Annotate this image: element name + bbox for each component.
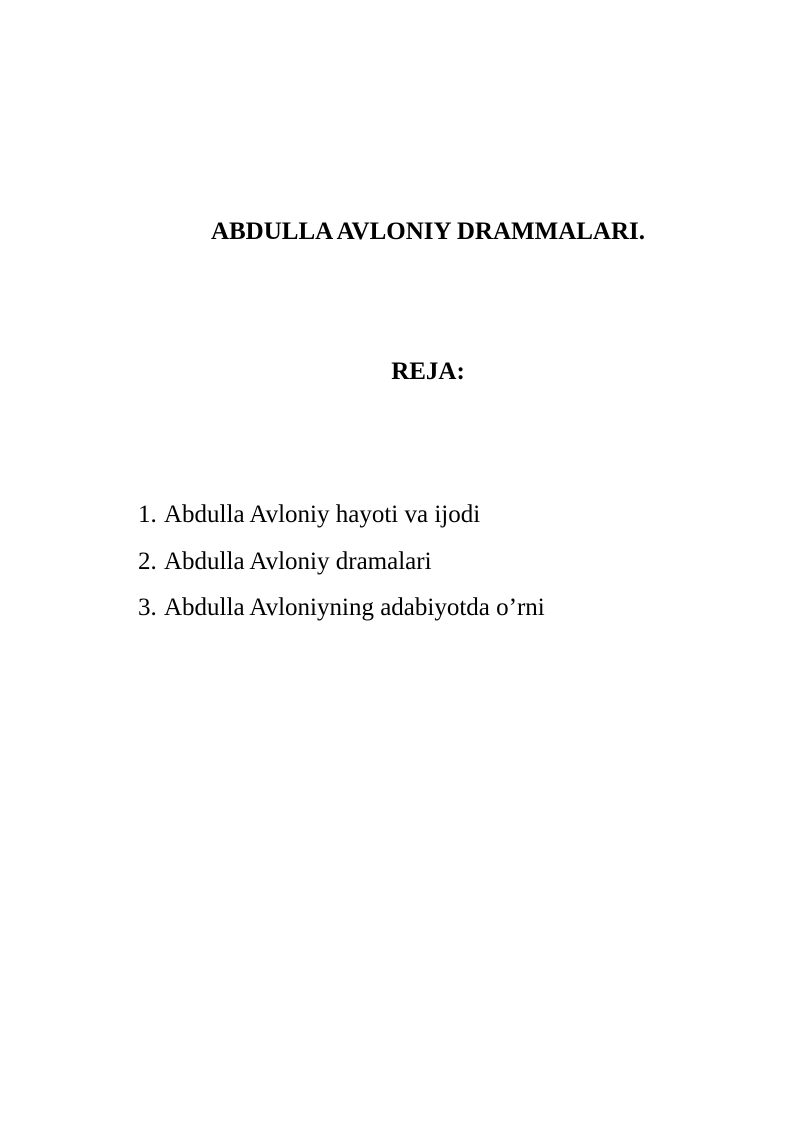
document-title: ABDULLA AVLONIY DRAMMALARI. [210,218,646,245]
plan-item-number: 3. [138,594,157,621]
plan-item-1 [138,492,545,539]
plan-item-3 [138,585,545,632]
plan-item-text: Abdulla Avloniy dramalari [164,547,432,575]
plan-heading: REJA: [391,358,465,385]
plan-list [138,492,545,632]
plan-item-text: Abdulla Avloniyning adabiyotda o’rni [164,594,545,621]
plan-item-number: 1. [138,501,157,528]
plan-item-2 [138,539,545,586]
plan-item-number: 2. [138,547,157,575]
plan-item-text: Abdulla Avloniy hayoti va ijodi [164,501,481,528]
